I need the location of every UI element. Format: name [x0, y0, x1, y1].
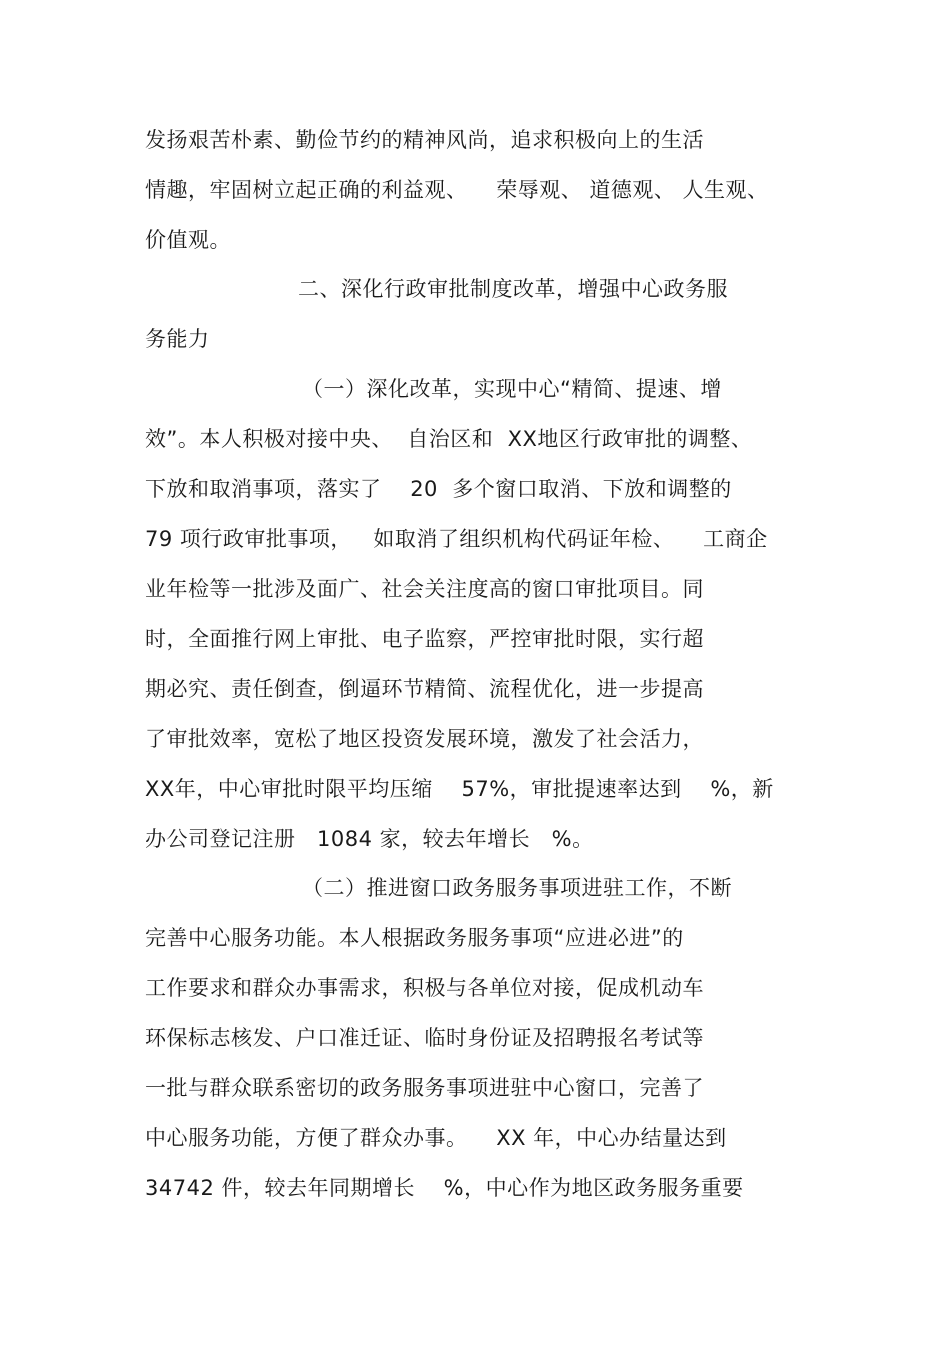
- paragraph-line-13: 了审批效率，宽松了地区投资发展环境，激发了社会活力，: [145, 727, 704, 751]
- paragraph-line-1: 发扬艰苦朴素、勤俭节约的精神风尚，追求积极向上的生活: [145, 128, 704, 152]
- paragraph-line-14: XX年，中心审批时限平均压缩 57%，审批提速率达到 %，新: [145, 777, 774, 801]
- subsection-heading-2: （二）推进窗口政务服务事项进驻工作，不断: [302, 876, 732, 900]
- paragraph-line-8: 下放和取消事项，落实了 20 多个窗口取消、下放和调整的: [145, 477, 732, 501]
- paragraph-line-10: 业年检等一批涉及面广、社会关注度高的窗口审批项目。同: [145, 577, 704, 601]
- paragraph-line-20: 一批与群众联系密切的政务服务事项进驻中心窗口，完善了: [145, 1076, 704, 1100]
- paragraph-line-15: 办公司登记注册 1084 家，较去年增长 %。: [145, 827, 594, 851]
- paragraph-line-11: 时，全面推行网上审批、电子监察，严控审批时限，实行超: [145, 627, 704, 651]
- paragraph-line-19: 环保标志核发、户口准迁证、临时身份证及招聘报名考试等: [145, 1026, 704, 1050]
- paragraph-line-21: 中心服务功能，方便了群众办事。 XX 年，中心办结量达到: [145, 1126, 727, 1150]
- paragraph-line-9: 79 项行政审批事项， 如取消了组织机构代码证年检、 工商企: [145, 527, 768, 551]
- paragraph-line-12: 期必究、责任倒查，倒逼环节精简、流程优化，进一步提高: [145, 677, 704, 701]
- paragraph-line-22: 34742 件，较去年同期增长 %，中心作为地区政务服务重要: [145, 1176, 744, 1200]
- paragraph-line-17: 完善中心服务功能。本人根据政务服务事项“应进必进”的: [145, 926, 684, 950]
- subsection-heading-1: （一）深化改革，实现中心“精简、提速、增: [302, 377, 722, 401]
- paragraph-line-18: 工作要求和群众办事需求，积极与各单位对接，促成机动车: [145, 976, 704, 1000]
- paragraph-line-7: 效”。本人积极对接中央、 自治区和 XX地区行政审批的调整、: [145, 427, 753, 451]
- paragraph-line-2: 情趣，牢固树立起正确的利益观、 荣辱观、 道德观、 人生观、: [145, 178, 769, 202]
- paragraph-line-3: 价值观。: [145, 228, 231, 252]
- section-heading-continuation: 务能力: [145, 327, 210, 351]
- section-heading: 二、深化行政审批制度改革，增强中心政务服: [298, 277, 728, 301]
